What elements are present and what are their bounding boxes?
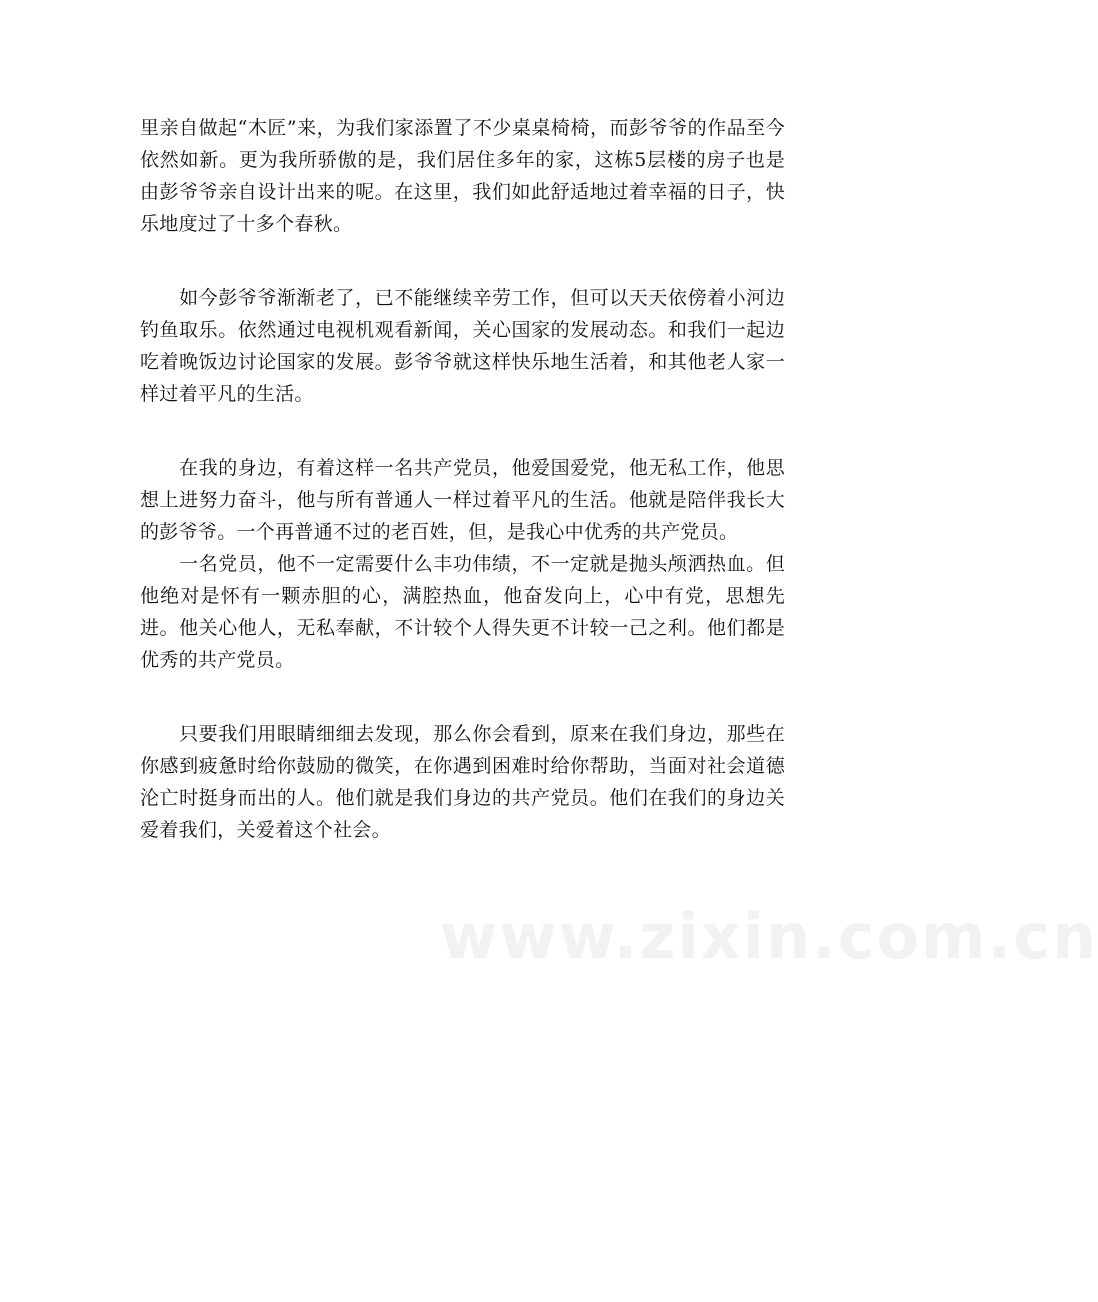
paragraph-2: 如今彭爷爷渐渐老了，已不能继续辛劳工作，但可以天天依傍着小河边钓鱼取乐。依然通过电视机观看新闻，关心国家的发展动态。和我们一起边吃着晚饭边讨论国家的发展。彭爷爷就这样快乐地生活着，和其他老人家一样过着平凡的生活。 bbox=[140, 287, 785, 405]
paragraph-gap bbox=[140, 240, 785, 282]
paragraph-gap bbox=[140, 676, 785, 718]
paragraph-1: 里亲自做起“木匠”来，为我们家添置了不少桌桌椅椅，而彭爷爷的作品至今依然如新。更为我所骄傲的是，我们居住多年的家，这栋5层楼的房子也是由彭爷爷亲自设计出来的呢。在这里，我们如此舒适地过着幸福的日子，快乐地度过了十多个春秋。 bbox=[140, 117, 785, 235]
paragraph-4: 一名党员，他不一定需要什么丰功伟绩，不一定就是抛头颅洒热血。但他绝对是怀有一颗赤胆的心，满腔热血，他奋发向上，心中有党，思想先进。他关心他人，无私奉献，不计较个人得失更不计较一己之利。他们都是优秀的共产党员。 bbox=[140, 553, 785, 671]
paragraph-3: 在我的身边，有着这样一名共产党员，他爱国爱党，他无私工作，他思想上进努力奋斗，他与所有普通人一样过着平凡的生活。他就是陪伴我长大的彭爷爷。一个再普通不过的老百姓，但，是我心中优秀的共产党员。 bbox=[140, 457, 785, 543]
paragraph-5: 只要我们用眼睛细细去发现，那么你会看到，原来在我们身边，那些在你感到疲惫时给你鼓励的微笑，在你遇到困难时给你帮助，当面对社会道德沦亡时挺身而出的人。他们就是我们身边的共产党员。他们在我们的身边关爱着我们，关爱着这个社会。 bbox=[140, 723, 785, 841]
watermark: www.zixin.com.cn bbox=[440, 900, 1098, 973]
document-body bbox=[140, 112, 785, 846]
paragraph-gap bbox=[140, 410, 785, 452]
